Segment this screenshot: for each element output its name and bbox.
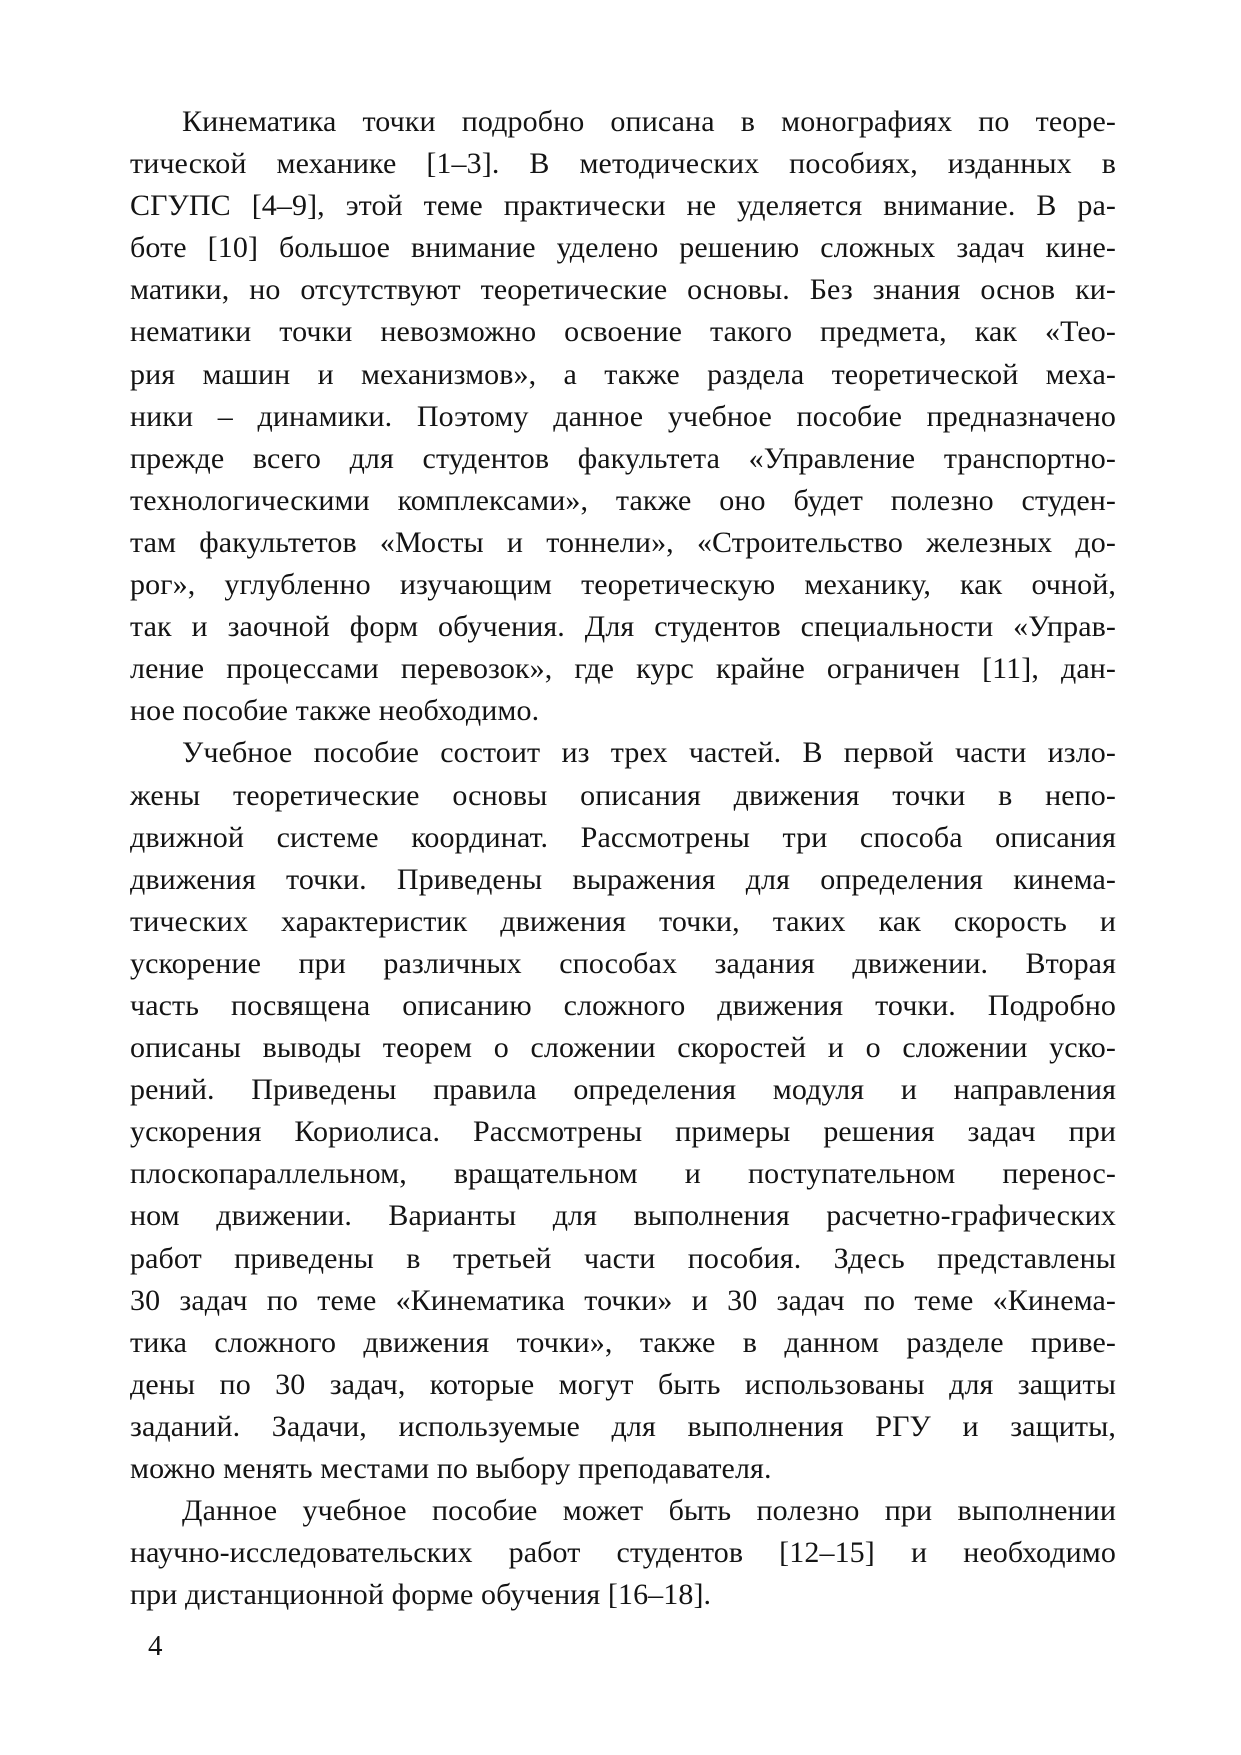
- text-line: СГУПС [4–9], этой теме практически не уделяется внимание. В ра-: [130, 189, 1116, 223]
- text-line: тической механике [1–3]. В методических пособиях, изданных в: [130, 147, 1116, 181]
- text-line: так и заочной форм обучения. Для студентов специальности «Управ-: [130, 610, 1116, 644]
- text-line: рог», углубленно изучающим теоретическую механику, как очной,: [130, 568, 1116, 602]
- paragraph: [130, 101, 1116, 732]
- text-line: технологическими комплексами», также оно будет полезно студен-: [130, 483, 1116, 517]
- text-line: можно менять местами по выбору преподавателя.: [130, 1452, 772, 1485]
- text-line: ном движении. Варианты для выполнения расчетно-графических: [130, 1199, 1116, 1233]
- text-line: научно-исследовательских работ студентов [12–15] и необходимо: [130, 1536, 1116, 1570]
- text-line: матики, но отсутствуют теоретические основы. Без знания основ ки-: [130, 273, 1116, 307]
- text-line: дены по 30 задач, которые могут быть использованы для защиты: [130, 1367, 1116, 1401]
- text-line: работ приведены в третьей части пособия. Здесь представлены: [130, 1241, 1116, 1275]
- text-line: нематики точки невозможно освоение такого предмета, как «Тео-: [130, 315, 1116, 349]
- text-line: часть посвящена описанию сложного движения точки. Подробно: [130, 988, 1116, 1022]
- text-line: прежде всего для студентов факультета «Управление транспортно-: [130, 441, 1116, 475]
- text-line: жены теоретические основы описания движения точки в непо-: [130, 778, 1116, 812]
- text-line: Учебное пособие состоит из трех частей. В первой части изло-: [182, 736, 1116, 770]
- text-line: тических характеристик движения точки, таких как скорость и: [130, 904, 1116, 938]
- text-line: тика сложного движения точки», также в данном разделе приве-: [130, 1325, 1116, 1359]
- text-line: движной системе координат. Рассмотрены три способа описания: [130, 820, 1116, 854]
- text-line: ускорения Кориолиса. Рассмотрены примеры решения задач при: [130, 1115, 1116, 1149]
- paragraph: [130, 732, 1116, 1490]
- text-line: боте [10] большое внимание уделено решению сложных задач кине-: [130, 231, 1116, 265]
- text-line: ление процессами перевозок», где курс крайне ограничен [11], дан-: [130, 652, 1116, 686]
- text-line: движения точки. Приведены выражения для определения кинема-: [130, 862, 1116, 896]
- text-line: рений. Приведены правила определения модуля и направления: [130, 1073, 1116, 1107]
- text-line: ное пособие также необходимо.: [130, 694, 540, 728]
- text-line: плоскопараллельном, вращательном и поступательном перенос-: [130, 1157, 1116, 1191]
- text-line: там факультетов «Мосты и тоннели», «Строительство железных до-: [130, 525, 1116, 559]
- text-line: заданий. Задачи, используемые для выполнения РГУ и защиты,: [130, 1409, 1116, 1443]
- text-line: Кинематика точки подробно описана в монографиях по теоре-: [182, 105, 1116, 138]
- text-line: Данное учебное пособие может быть полезно при выполнении: [182, 1494, 1116, 1528]
- text-line: рия машин и механизмов», а также раздела теоретической меха-: [130, 357, 1116, 391]
- page-number: 4: [148, 1630, 163, 1662]
- text-line: 30 задач по теме «Кинематика точки» и 30 задач по теме «Кинема-: [130, 1283, 1116, 1317]
- text-line: описаны выводы теорем о сложении скоростей и о сложении уско-: [130, 1031, 1116, 1065]
- page-text: [130, 101, 1116, 1616]
- text-line: ускорение при различных способах задания движении. Вторая: [130, 946, 1116, 980]
- paragraph: [130, 1490, 1116, 1616]
- text-line: ники – динамики. Поэтому данное учебное пособие предназначено: [130, 399, 1116, 433]
- text-line: при дистанционной форме обучения [16–18].: [130, 1578, 712, 1612]
